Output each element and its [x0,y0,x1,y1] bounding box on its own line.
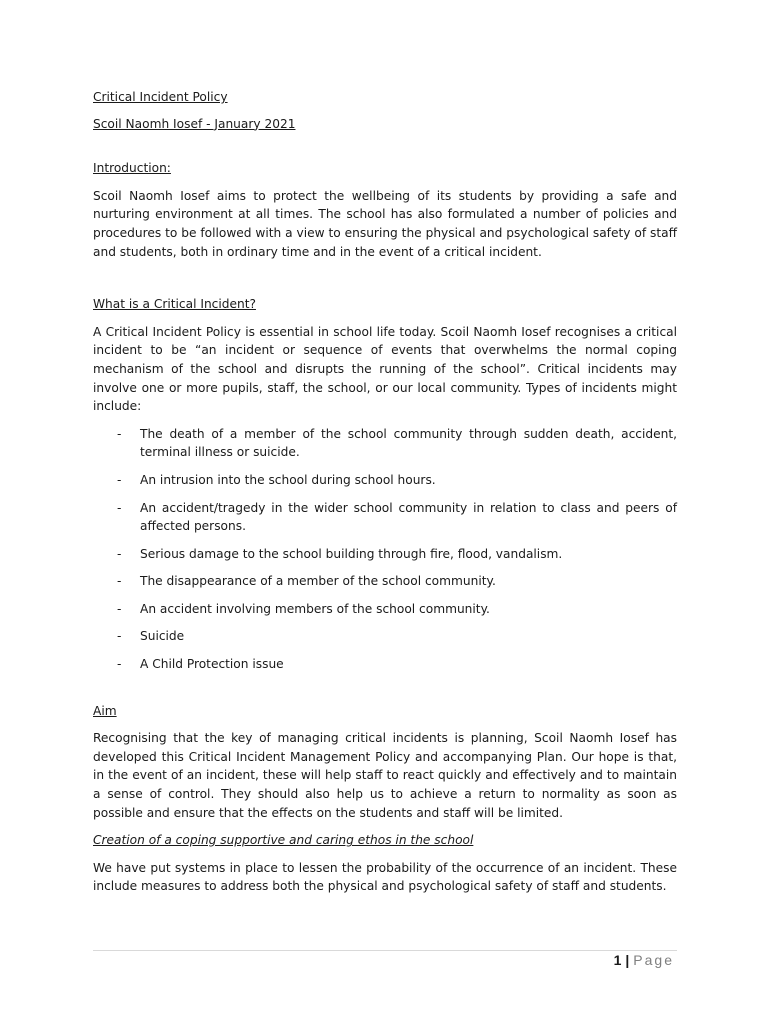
list-item [93,655,677,674]
page-label: Page [633,952,674,968]
creation-heading: Creation of a coping supportive and caring ethos in the school [93,833,474,848]
list-item [93,499,677,536]
what-is-heading: What is a Critical Incident? [93,297,256,312]
page-number: 1 [613,952,622,968]
list-item-text: An intrusion into the school during school hours. [140,472,436,487]
aim-heading: Aim [93,703,117,718]
list-item-text: An accident involving members of the school community. [140,601,490,616]
footer-divider [93,950,677,951]
bullet-dash: - [117,574,122,589]
aim-paragraph: Recognising that the key of managing critical incidents is planning, Scoil Naomh Iosef has developed this Critical Incident Management Policy and accompanying Plan. Our hope is that, in the event of an incident, these will help staff to react quickly and effectively and to maintain a sense of control. They should also help us to achieve a return to normality as soon as possible and ensure that the effects on the students and staff will be limited. [93,731,677,820]
list-item-text: The death of a member of the school community through sudden death, accident, terminal illness or suicide. [140,426,677,460]
list-item-text: Serious damage to the school building through fire, flood, vandalism. [140,546,563,561]
document-body [93,88,677,905]
list-item-text: The disappearance of a member of the school community. [140,574,496,589]
list-item [93,471,677,490]
list-item [93,572,677,591]
list-item-text: An accident/tragedy in the wider school community in relation to class and peers of affected persons. [140,500,677,534]
bullet-dash: - [117,500,122,515]
creation-paragraph: We have put systems in place to lessen the probability of the occurrence of an incident. These include measures to address both the physical and psychological safety of staff and students. [93,860,677,894]
list-item-text: A Child Protection issue [140,657,284,672]
bullet-dash: - [117,472,122,487]
document-subtitle: Scoil Naomh Iosef - January 2021 [93,116,296,131]
list-item [93,545,677,564]
list-item [93,600,677,619]
page-footer [614,951,674,969]
bullet-dash: - [117,601,122,616]
bullet-dash: - [117,426,122,441]
introduction-paragraph: Scoil Naomh Iosef aims to protect the wellbeing of its students by providing a safe and nurturing environment at all times. The school has also formulated a number of policies and procedures to be followed with a view to ensuring the physical and psychological safety of staff and students, both in ordinary time and in the event of a critical incident. [93,188,677,259]
spacer [93,683,677,702]
list-item [93,425,677,462]
footer-separator: | [625,952,630,968]
document-title: Critical Incident Policy [93,90,228,104]
list-item-text: Suicide [140,629,185,644]
bullet-dash: - [117,546,122,561]
introduction-heading: Introduction: [93,161,171,176]
bullet-dash: - [117,657,122,672]
what-is-paragraph: A Critical Incident Policy is essential in school life today. Scoil Naomh Iosef recognises a critical incident to be “an incident or sequence of events that overwhelms the normal coping mechanism of the school and disrupts the running of the school”. Critical incidents may involve one or more pupils, staff, the school, or our local community. Types of incidents might include: [93,324,677,414]
incident-types-list [93,425,677,674]
list-item [93,627,677,646]
spacer [93,270,677,295]
bullet-dash: - [117,629,122,644]
